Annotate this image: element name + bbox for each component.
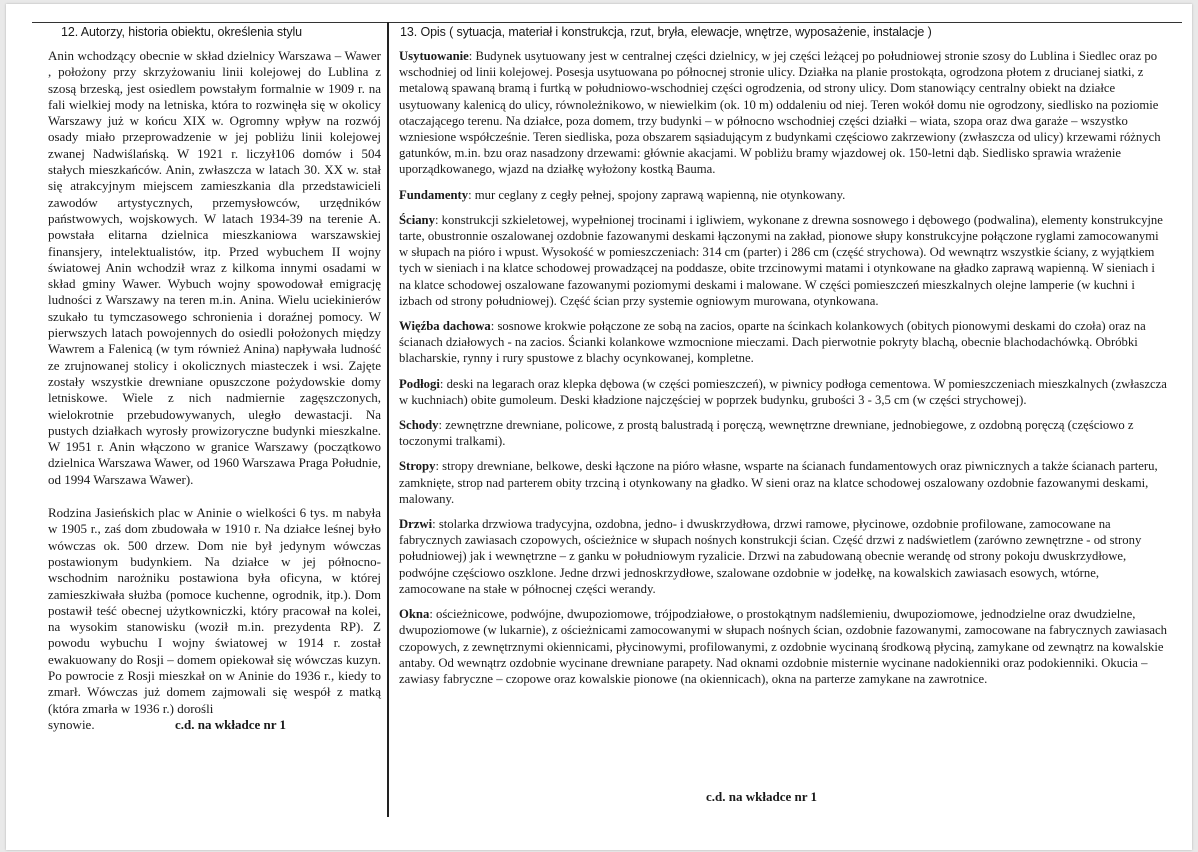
section-term: Ściany xyxy=(399,212,435,227)
history-paragraph-1: Anin wchodzący obecnie w skład dzielnicy Warszawa – Wawer , położony przy skrzyżowaniu linii kolejowej do Lublina z szosą brzeską, jest osiedlem powstałym formalnie w 1909 r. na fali wielkiej mody na letniska, która to rozwinęła się w okolicy Warszawy już w końcu XIX w. Ogromny wpływ na rozwój osady miało przeprowadzenie w jej pobliżu linii kolejowej zwanej Nadwiślańską. W 1921 r. liczył106 domów i 504 stałych mieszkańców. Anin, zwłaszcza w latach 30. XX w. stał się atrakcyjnym miejscem zamieszkania dla przedstawicieli zawodów artystycznych, przemysłowców, urzędników państwowych, wojskowych. W latach 1934-39 na terenie A. powstała elitarna dzielnica mieszkaniowa warszawskiej finansjery, intelektualistów, itp. Przed wybuchem II wojny światowej Anin wchodził wraz z kilkoma innymi osadami w skład gminy Wawer. Wybuch wojny spowodował emigrację ludności z Warszawy na teren m.in. Anina. Wielu uciekinierów szukało tu tymczasowego schronienia i doraźnej pomocy. W pierwszych latach powojennych do osiedli położonych między Wawrem a Falenicą (w tym również Anina) napływała ludność ze zrujnowanej stolicy i okolicznych miasteczek i wsi. Zajęte zostały wszystkie drewniane opuszczone pożydowskie domy letniskowe. Wiele z nich nadmiernie zagęszczonych, wielokrotnie przebudowywanych, uległo dewastacji. Na pustych działkach wyrosły prowizoryczne budynki mieszkalne. W 1951 r. Anin włączono w granice Warszawy (początkowo dzielnica Warszawa Wawer, od 1960 Warszawa Praga Południe, od 1994 Warszawa Wawer). xyxy=(48,48,381,487)
section-text: : ościeżnicowe, podwójne, dwupoziomowe, trójpodziałowe, o prostokątnym nadślemieniu, dwupoziomowe, jednodzielne oraz dwudzielne, dwupoziomowe (w lukarnie), z ościeżnicami zamocowanymi w słupach nośnych ścian, ozdobnie fazowanymi, zamocowane na fabrycznych zawiasach czopowych, z zewnętrznymi okiennicami, płycinowymi, profilowanymi, z ozdobnie wycinaną środkową płyciną, zamykane od zewnątrz na kowalskie antaby. Od wewnątrz ozdobnie wycinane drewniane parapety. Nad oknami ozdobnie misternie wycinane nadokienniki oraz podokienniki. Okucia – zawiasy fabryczne – czopowe oraz kowalskie pionowe (na okiennicach), okna na parterze zamykane na zawrotnice. xyxy=(399,607,1168,686)
section-term: Okna xyxy=(399,607,430,622)
description-column xyxy=(399,48,1167,696)
description-continued-note: c.d. na wkładce nr 1 xyxy=(706,789,817,804)
description-section xyxy=(399,187,1167,203)
history-continued-note: c.d. na wkładce nr 1 xyxy=(175,716,286,732)
description-section xyxy=(399,318,1167,367)
section-text: : konstrukcji szkieletowej, wypełnionej trocinami i igliwiem, wykonane z drewna sosnowego i dębowego (podwalina), elementy konstrukcyjne tarte, obustronnie oszalowanej ozdobnie fazowanymi deskami łączonymi na zakład, pionowe słupy konstrukcyjne połączone ryglami zamocowanymi w słupach na pióro i wpust. Wysokość w pomieszczeniach: 314 cm (parter) i 286 cm (część strychowa). Od wewnątrz wszystkie ściany, z wyjątkiem tych w sieniach i na klatce schodowej prowadzącej na poddasze, obite trzcinowymi matami i otynkowane na gładko zaprawą wapienną. W sieniach i na klatce schodowej oszalowane fazowanymi poziomymi deskami i malowane. W części pomieszczeń mieszkalnych olejne lamperie (w kuchni i izbach od strony południowej). Część ścian przy systemie ogniowym murowana, otynkowana. xyxy=(399,212,1163,308)
history-last-word: synowie. xyxy=(48,716,95,732)
document-page xyxy=(6,4,1192,850)
history-column xyxy=(48,48,381,733)
section-term: Usytuowanie xyxy=(399,49,469,63)
left-column-heading: 12. Autorzy, historia obiektu, określenia stylu xyxy=(61,25,303,39)
section-text: : sosnowe krokwie połączone ze sobą na zacios, oparte na ścinkach kolankowych (obitych pionowymi deskami do czoła) oraz na ścianach działowych - na zacios. Ścianki kolankowe wzmocnione mieczami. Dach pierwotnie pokryty blachą, obecnie blachodachówką. Obróbki blacharskie, rynny i rury spustowe z blachy ocynkowanej, kompletne. xyxy=(399,319,1146,366)
section-term: Stropy xyxy=(399,459,436,474)
description-section xyxy=(399,376,1167,408)
description-section xyxy=(399,48,1167,178)
description-section xyxy=(399,458,1167,507)
description-section xyxy=(399,417,1167,449)
history-footer xyxy=(48,717,381,733)
section-term: Drzwi xyxy=(399,517,433,532)
section-text: : mur ceglany z cegły pełnej, spojony zaprawą wapienną, nie otynkowany. xyxy=(468,187,846,202)
section-term: Schody xyxy=(399,418,439,433)
section-text: : stolarka drzwiowa tradycyjna, ozdobna, jedno- i dwuskrzydłowa, drzwi ramowe, płycinowe, ozdobnie profilowane, zamocowane na fabrycznych zawiasach czopowych, ościeżnice w słupach nośnych konstrukcji ścian. Część drzwi z nadświetlem (zarówno zewnętrzne - od strony południowej) jak i wewnętrzne – z ganku w południowym ryzalicie. Drzwi na zabudowaną obecnie werandę od strony pokoju dwuskrzydłowe, podwójne częściowo oszklone. Jedne drzwi jednoskrzydłowe, szalowane ozdobnie w jodełkę, na kowalskich zawiasach esowych, wtórne, zamocowane na stałe w północnej części werandy. xyxy=(399,517,1142,596)
section-term: Podłogi xyxy=(399,376,440,391)
section-text: : zewnętrzne drewniane, policowe, z prostą balustradą i poręczą, wewnętrzne drewniane, jednobiegowe, z ozdobną poręczą (częściowo z toczonymi tralkami). xyxy=(399,418,1134,449)
top-rule xyxy=(32,22,1182,23)
right-column-heading: 13. Opis ( sytuacja, materiał i konstrukcja, rzut, bryła, elewacje, wnętrze, wyposażenie, instalacje ) xyxy=(400,25,932,39)
section-text: : deski na legarach oraz klepka dębowa (w części pomieszczeń), w piwnicy podłoga cementowa. W pomieszczeniach mieszkalnych (zwłaszcza w kuchniach) obite gumoleum. Deski kładzione najczęściej w poprzek budynku, grubości 3 - 3,5 cm (w części strychowej). xyxy=(399,376,1167,407)
history-paragraph-2: Rodzina Jasieńskich plac w Aninie o wielkości 6 tys. m nabyła w 1905 r., zaś dom zbudowała w 1910 r. Na działce leśnej było wówczas ok. 500 drzew. Dom nie był jedynym wówczas postawionym budynkiem. Na działce w jej północno-wschodnim narożniku postawiona była oficyna, w której zamieszkiwała służba (pomoce kuchenne, ogrodnik, itp.). Dom postawił teść obecnej użytkowniczki, który pracował na kolei, na wysokim stanowisku (woził m.in. prezydenta RP). Z powodu wybuchu I wojny światowej w 1914 r. został ewakuowany do Rosji – domem opiekował się wówczas kuzyn. Po powrocie z Rosji mieszkał on w Aninie do 1936 r., kiedy to zmarł. Wówczas już domem zajmowali się wespół z matką (która zmarła w 1936 r.) doroślі xyxy=(48,505,381,716)
section-term: Więźba dachowa xyxy=(399,319,491,334)
description-section xyxy=(399,516,1167,597)
description-section xyxy=(399,606,1167,687)
column-divider xyxy=(387,22,389,817)
section-term: Fundamenty xyxy=(399,187,469,202)
section-text: : Budynek usytuowany jest w centralnej części dzielnicy, w jej części leżącej po południowej stronie szosy do Lublina i Siedlec oraz po wschodniej od linii kolejowej. Posesja usytuowana po północnej stronie ulicy. Działka na planie prostokąta, ogrodzona płotem z drucianej siatki, z metalową spawaną bramą i furtką w południowo-wschodniej części ogrodzenia, od strony ulicy. Dom stanowiący centralny obiekt na działce usytuowany kalenicą do ulicy, równoleżnikowo, w niewielkim (ok. 10 m) oddaleniu od niej. Teren wokół domu nie ogrodzony, siedlisko na poziomie otaczającego terenu. Na działce, poza domem, trzy budynki – w północno wschodniej części działki – wiata, szopa oraz dwa garaże – wszystko wzniesione współcześnie. Teren siedliska, poza obszarem sąsiadującym z budynkami częściowo zakrzewiony (zwłaszcza od ulicy) krzewami różnych gatunków, m.in. bzu oraz nasadzony drzewami: głównie akacjami. W pobliżu bramy wjazdowej ok. 150-letni dąb. Siedlisko sprawia wrażenie uporządkowanego, wjazd na działkę wyłożony kostką Bauma. xyxy=(399,49,1161,177)
section-text: : stropy drewniane, belkowe, deski łączone na pióro własne, wsparte na ścianach fundamentowych oraz piwnicznych a także ścianach parteru, zamknięte, strop nad parterem obity trzciną i otynkowany na gładko. W sieni oraz na klatce schodowej oszalowany ozdobnie fazowanymi deskami, malowany. xyxy=(399,459,1158,506)
description-section xyxy=(399,212,1167,309)
